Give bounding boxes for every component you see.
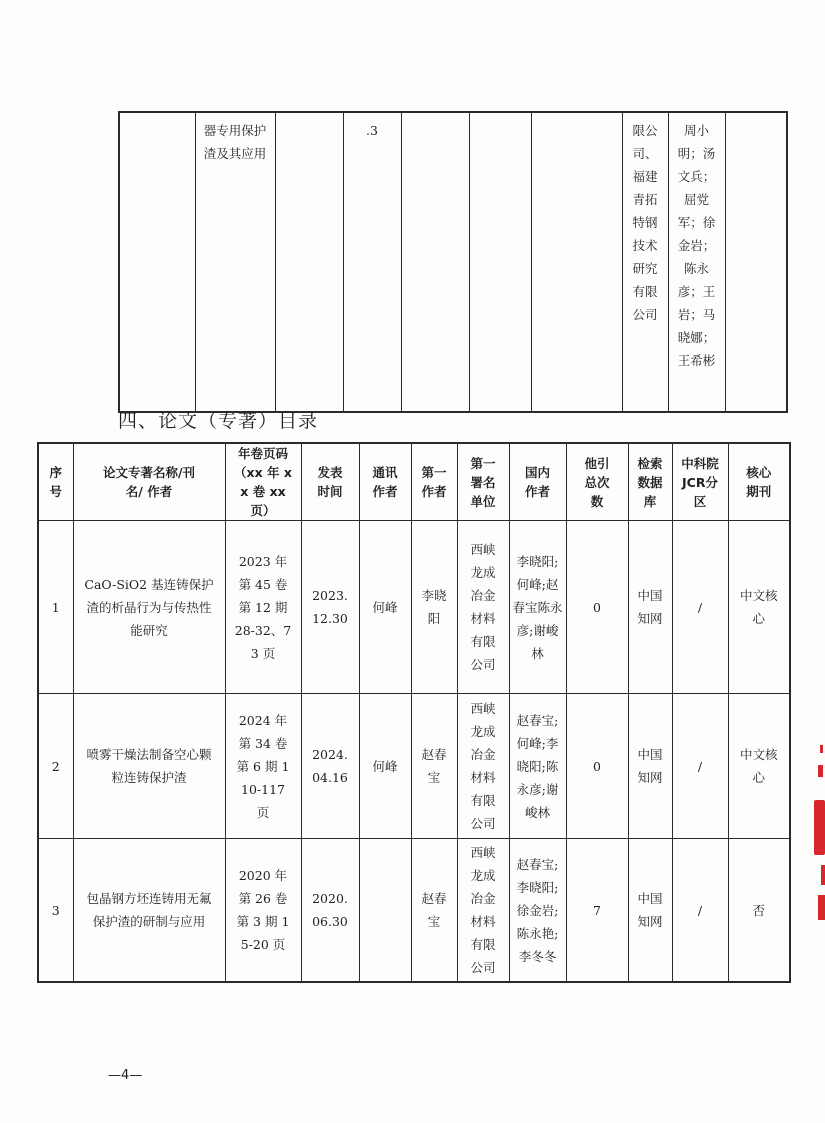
cell-database: 中国知网 <box>628 694 672 839</box>
cont-cell-title: 器专用保护渣及其应用 <box>195 112 275 412</box>
cell-first: 李晓阳 <box>411 521 457 694</box>
header-row <box>38 443 790 521</box>
header-database: 检索数据库 <box>628 443 672 521</box>
cell-date: 2023.12.30 <box>301 521 359 694</box>
cell-database: 中国知网 <box>628 839 672 983</box>
cont-cell-empty <box>531 112 622 412</box>
cell-title: 喷雾干燥法制备空心颗粒连铸保护渣 <box>73 694 225 839</box>
cell-jcr: / <box>672 839 728 983</box>
cont-cell-unit: 限公司、福建青拓特钢技术研究有限公司 <box>622 112 668 412</box>
cont-cell-empty <box>401 112 469 412</box>
header-jcr: 中科院JCR分区 <box>672 443 728 521</box>
cell-corr: 何峰 <box>359 521 411 694</box>
cont-cell-pages: .3 <box>343 112 401 412</box>
header-unit: 第一署名单位 <box>457 443 509 521</box>
cell-title: 包晶钢方坯连铸用无氟保护渣的研制与应用 <box>73 839 225 983</box>
cell-corr: 何峰 <box>359 694 411 839</box>
cont-cell-empty <box>275 112 343 412</box>
cell-jcr: / <box>672 521 728 694</box>
seal-mark <box>812 745 825 920</box>
header-first: 第一作者 <box>411 443 457 521</box>
cont-cell-empty <box>469 112 531 412</box>
cont-cell-empty <box>725 112 787 412</box>
cont-cell-seq <box>119 112 195 412</box>
cell-core: 中文核心 <box>728 694 790 839</box>
cell-volume: 2024 年第 34 卷第 6 期 110-117 页 <box>225 694 301 839</box>
cell-citations: 0 <box>566 521 628 694</box>
header-core: 核心期刊 <box>728 443 790 521</box>
cell-first: 赵春宝 <box>411 694 457 839</box>
header-citations: 他引总次数 <box>566 443 628 521</box>
continuation-row <box>119 112 787 412</box>
cell-first: 赵春宝 <box>411 839 457 983</box>
cell-jcr: / <box>672 694 728 839</box>
table-row <box>38 521 790 694</box>
continuation-table <box>118 111 788 413</box>
table-row <box>38 839 790 983</box>
cell-domestic: 赵春宝;何峰;李晓阳;陈永彦;谢峻林 <box>509 694 566 839</box>
header-volume: 年卷页码（xx 年 xx 卷 xx 页） <box>225 443 301 521</box>
cell-domestic: 李晓阳;何峰;赵春宝陈永彦;谢峻林 <box>509 521 566 694</box>
paper-list-table <box>37 442 791 983</box>
cell-date: 2024.04.16 <box>301 694 359 839</box>
cell-citations: 7 <box>566 839 628 983</box>
header-seq: 序号 <box>38 443 73 521</box>
cell-domestic: 赵春宝;李晓阳;徐金岩;陈永艳;李冬冬 <box>509 839 566 983</box>
cell-seq: 3 <box>38 839 73 983</box>
header-corr: 通讯作者 <box>359 443 411 521</box>
cell-volume: 2023 年第 45 卷第 12 期 28-32、73 页 <box>225 521 301 694</box>
table-row <box>38 694 790 839</box>
cell-database: 中国知网 <box>628 521 672 694</box>
page-number: —4— <box>108 1068 143 1083</box>
cell-core: 中文核心 <box>728 521 790 694</box>
section-heading: 四、论文（专著）目录 <box>118 410 319 432</box>
cell-date: 2020.06.30 <box>301 839 359 983</box>
header-domestic: 国内作者 <box>509 443 566 521</box>
cell-unit: 西峡龙成冶金材料有限公司 <box>457 839 509 983</box>
cont-cell-authors: 周小明；汤文兵；屈党军；徐金岩；陈永彦；王岩；马晓娜；王希彬 <box>668 112 725 412</box>
cell-volume: 2020 年第 26 卷第 3 期 15-20 页 <box>225 839 301 983</box>
header-date: 发表时间 <box>301 443 359 521</box>
cell-unit: 西峡龙成冶金材料有限公司 <box>457 521 509 694</box>
cell-seq: 1 <box>38 521 73 694</box>
cell-citations: 0 <box>566 694 628 839</box>
cell-unit: 西峡龙成冶金材料有限公司 <box>457 694 509 839</box>
cell-corr <box>359 839 411 983</box>
cell-seq: 2 <box>38 694 73 839</box>
header-title: 论文专著名称/刊名/ 作者 <box>73 443 225 521</box>
cell-title: CaO-SiO2 基连铸保护渣的析晶行为与传热性能研究 <box>73 521 225 694</box>
cell-core: 否 <box>728 839 790 983</box>
